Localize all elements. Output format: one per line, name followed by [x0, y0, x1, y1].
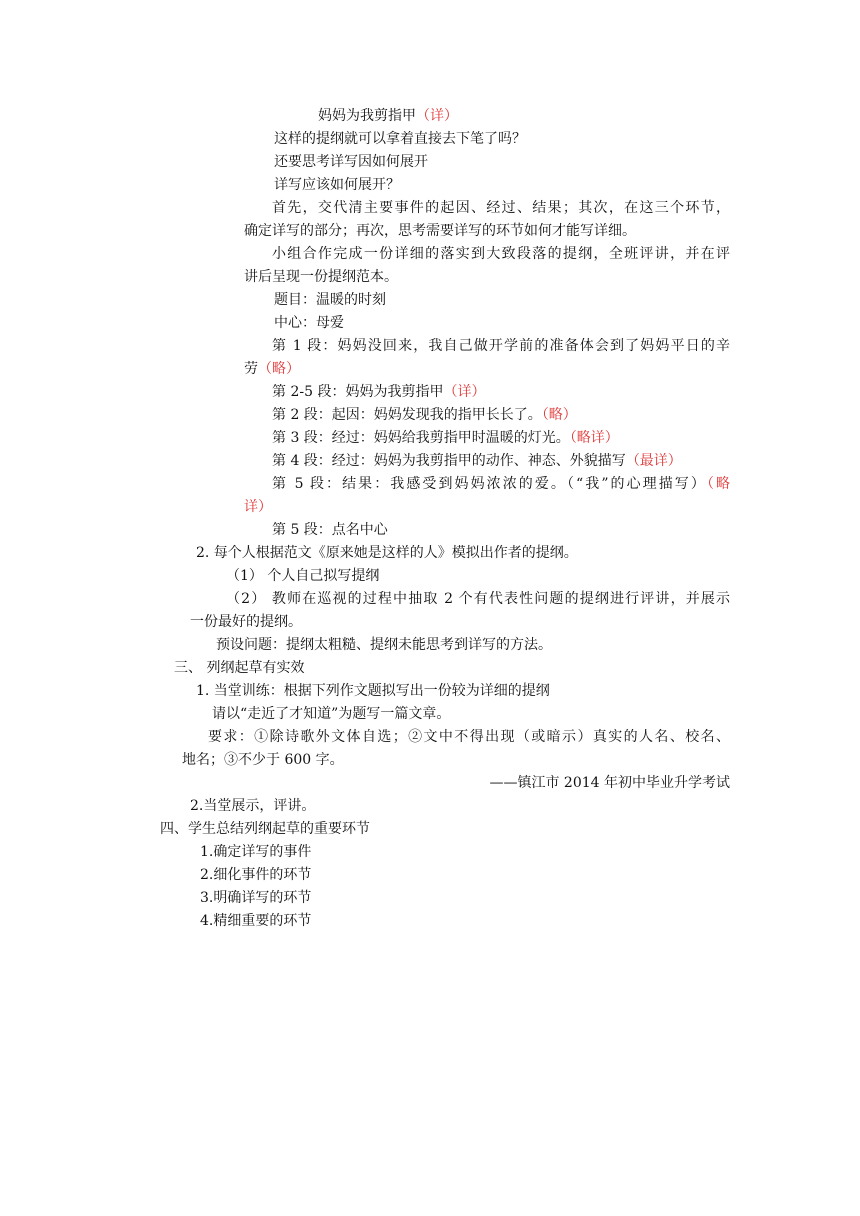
- outline-center: 中心：母爱: [274, 315, 344, 331]
- outline-line: [272, 405, 577, 425]
- list-item: 1. 当堂训练：根据下列作文题拟写出一份较为详细的提纲: [196, 683, 550, 699]
- list-subitem: （1） 个人自己拟写提纲: [226, 568, 380, 584]
- annotation-continuation: 详）: [244, 499, 272, 515]
- paragraph-line: 要求：①除诗歌外文体自选；②文中不得出现（或暗示）真实的人名、校名、: [208, 729, 730, 745]
- paragraph-line: 地名；③不少于 600 字。: [182, 752, 344, 768]
- annotation-most-detail: （最详）: [625, 453, 682, 469]
- outline-line: [272, 382, 485, 402]
- paragraph-line: 讲后呈现一份提纲范本。: [244, 269, 398, 285]
- list-item: 4.精细重要的环节: [200, 913, 312, 929]
- line-text: 第 3 段：经过：妈妈给我剪指甲时温暖的灯光。: [272, 430, 570, 446]
- outline-line: 第 1 段：妈妈没回来，我自己做开学前的准备体会到了妈妈平日的辛: [272, 338, 730, 354]
- paragraph-line: 预设问题：提纲太粗糙、提纲未能思考到详写的方法。: [216, 637, 552, 653]
- section-heading: 三、 列纲起草有实效: [174, 660, 305, 676]
- line-text: 第 2-5 段：妈妈为我剪指甲: [272, 384, 444, 400]
- annotation-semi-detail: （略详）: [569, 430, 619, 446]
- paragraph-line: 还要思考详写因如何展开: [274, 154, 428, 170]
- line-text: 第 2 段：起因：妈妈发现我的指甲长长了。: [272, 407, 542, 423]
- outline-line: [318, 106, 458, 126]
- outline-line: [272, 474, 730, 494]
- outline-line: [272, 451, 682, 471]
- section-heading: 四、学生总结列纲起草的重要环节: [160, 821, 370, 837]
- annotation-detail: （详）: [443, 384, 486, 400]
- annotation-brief: （略）: [541, 407, 577, 423]
- line-text: 第 5 段：结果：我感受到妈妈浓浓的爱。（“我”的心理描写）: [272, 476, 707, 492]
- annotation-semi-detail: （略: [706, 476, 730, 492]
- list-item: 2.当堂展示，评讲。: [190, 798, 316, 814]
- paragraph-line: 一份最好的提纲。: [190, 614, 302, 630]
- paragraph-line: 详写应该如何展开？: [274, 177, 400, 193]
- line-text: 第 4 段：经过：妈妈为我剪指甲的动作、神态、外貌描写: [272, 453, 626, 469]
- outline-line: 第 5 段：点名中心: [272, 522, 388, 538]
- list-item: 2.细化事件的环节: [200, 867, 312, 883]
- list-subitem: （2） 教师在巡视的过程中抽取 2 个有代表性问题的提纲进行评讲，并展示: [226, 591, 730, 607]
- outline-line: [272, 428, 619, 448]
- line-text: 劳: [244, 361, 258, 377]
- list-item: 1.确定详写的事件: [200, 844, 312, 860]
- paragraph-line: 请以“走近了才知道”为题写一篇文章。: [212, 706, 451, 722]
- outline-line: [244, 359, 300, 379]
- paragraph-line: 小组合作完成一份详细的落实到大致段落的提纲，全班评讲，并在评: [272, 246, 730, 262]
- paragraph-line: 确定详写的部分；再次，思考需要详写的环节如何才能写详细。: [244, 223, 636, 239]
- list-item: 3.明确详写的环节: [200, 890, 312, 906]
- annotation-detail: （详）: [416, 108, 458, 124]
- list-item: 2. 每个人根据范文《原来她是这样的人》模拟出作者的提纲。: [196, 545, 578, 561]
- annotation-brief: （略）: [258, 361, 300, 377]
- paragraph-line: 首先，交代清主要事件的起因、经过、结果；其次，在这三个环节，: [272, 200, 730, 216]
- source-citation: ——镇江市 2014 年初中毕业升学考试: [489, 775, 730, 791]
- outline-title: 题目：温暖的时刻: [274, 292, 386, 308]
- line-text: 妈妈为我剪指甲: [318, 108, 416, 124]
- paragraph-line: 这样的提纲就可以拿着直接去下笔了吗？: [274, 131, 526, 147]
